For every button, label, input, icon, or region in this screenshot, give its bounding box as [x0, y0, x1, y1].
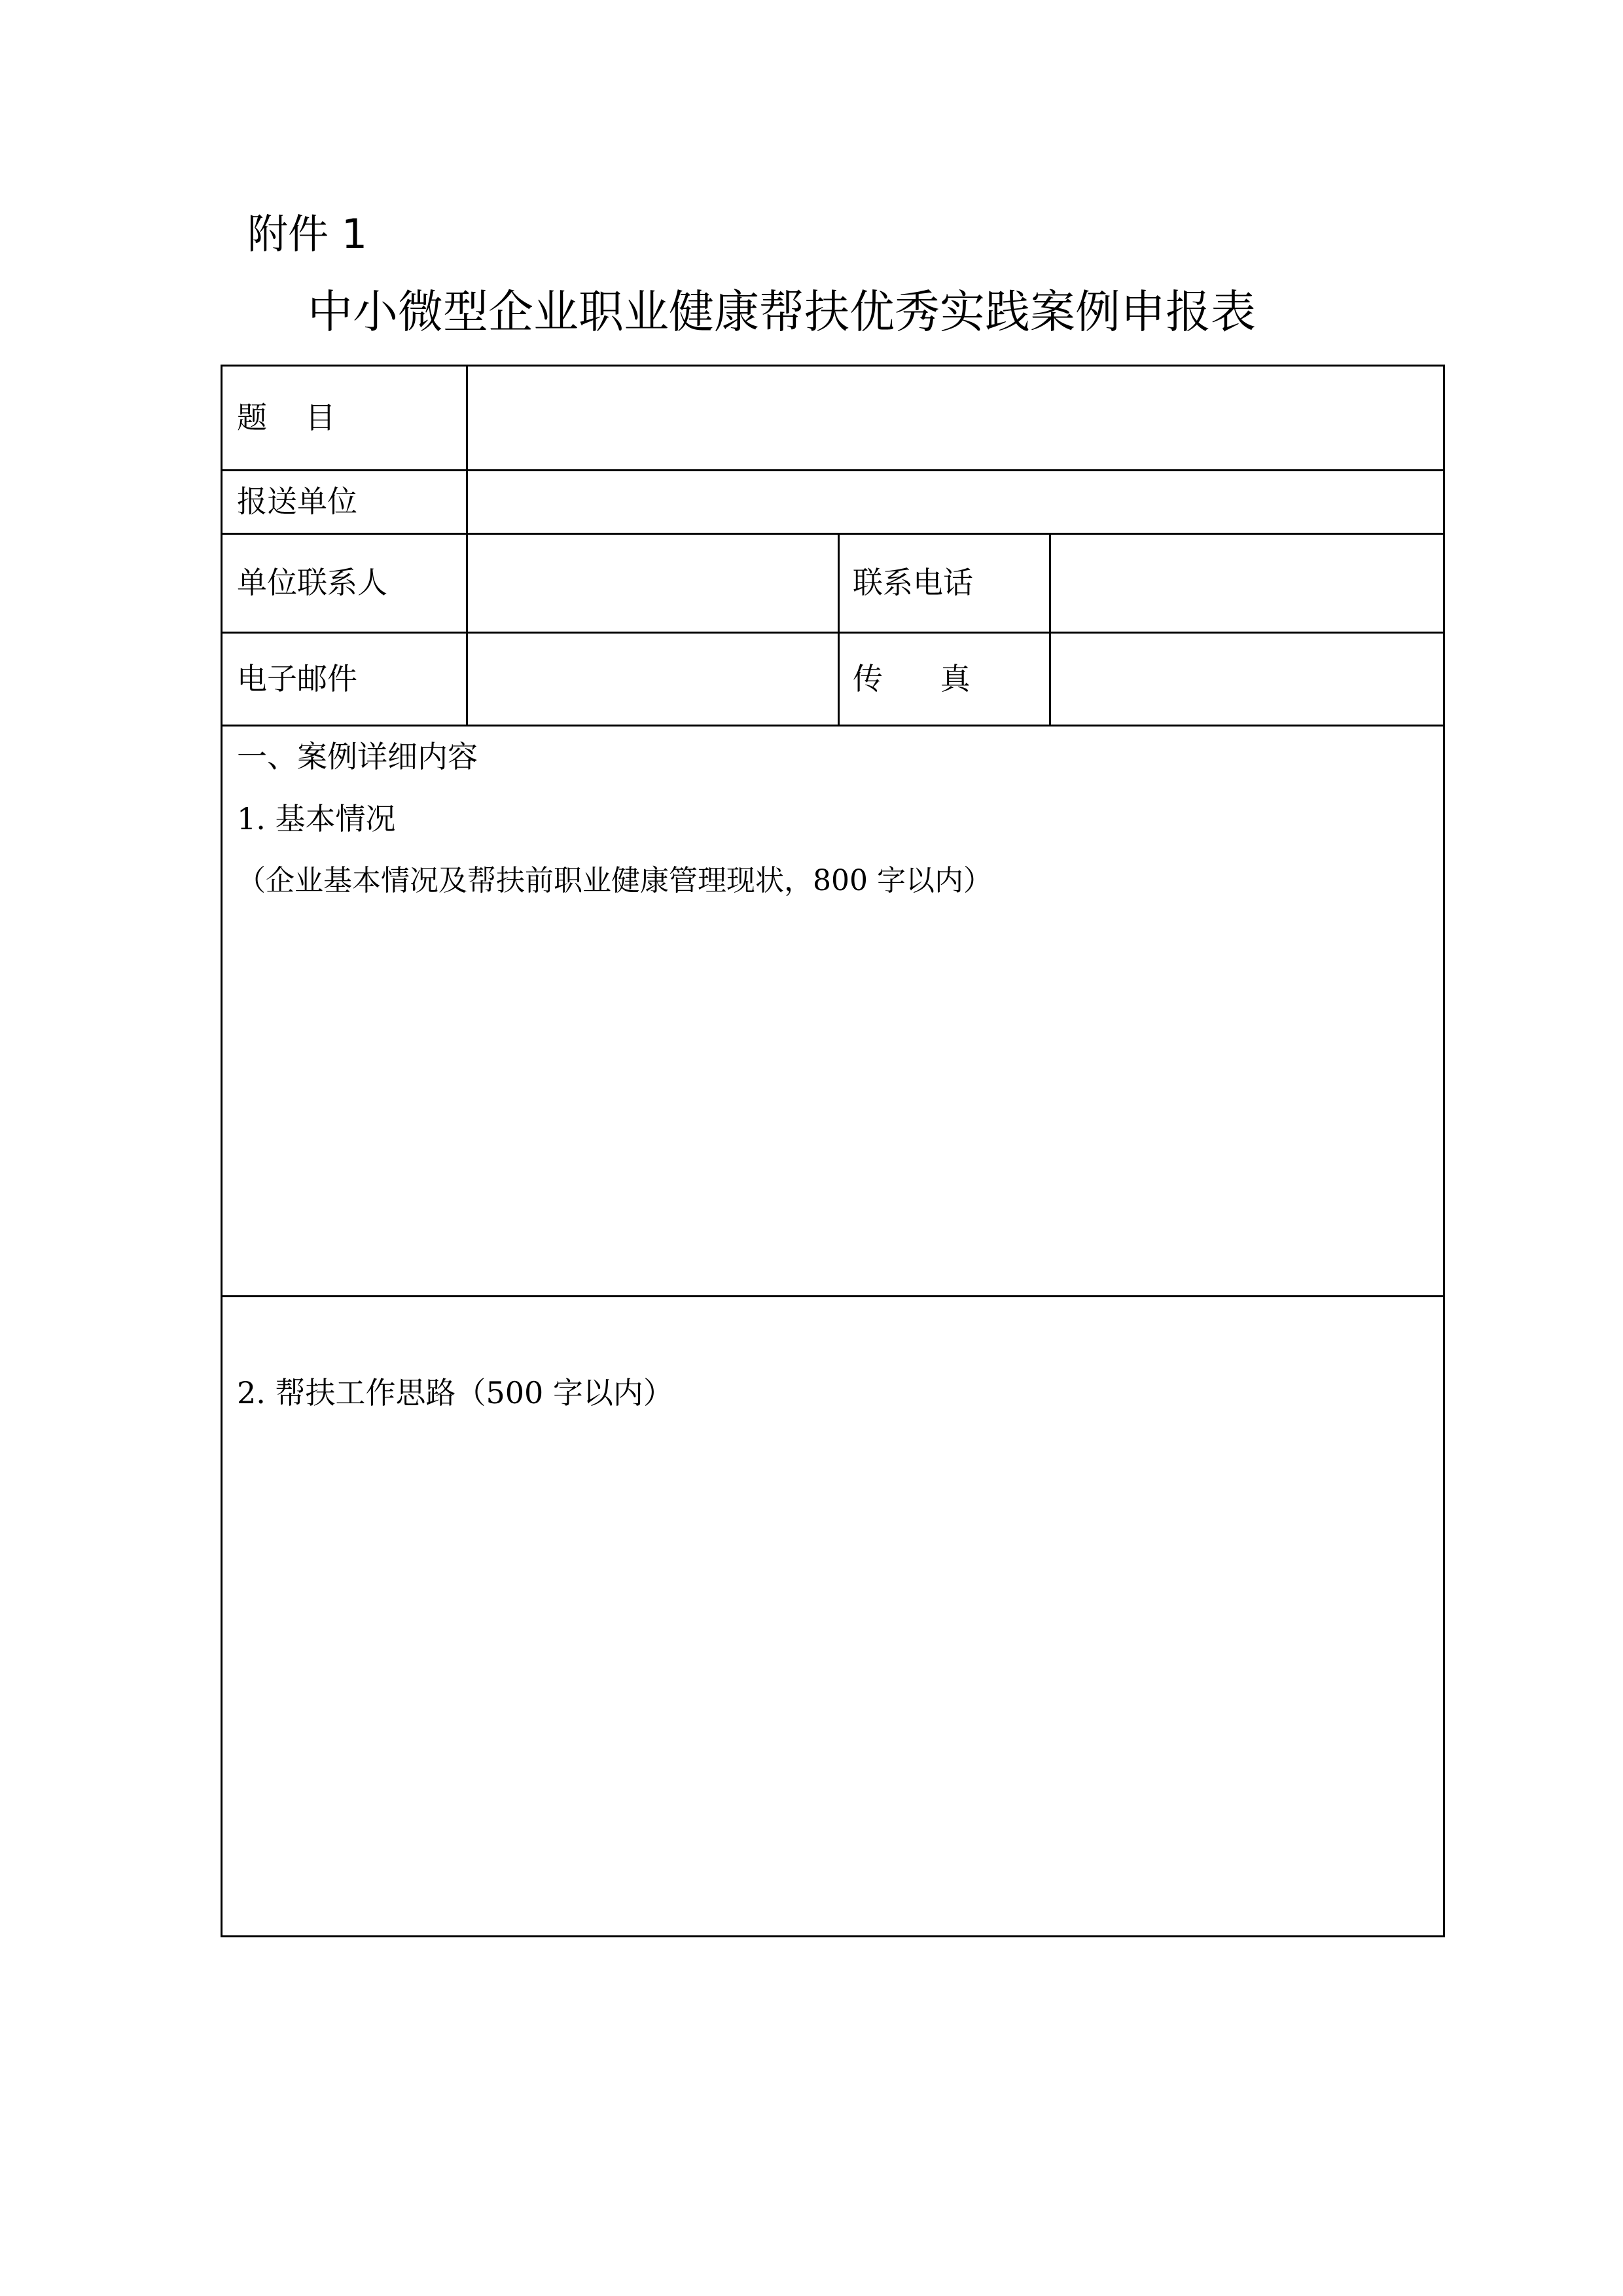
basic-info-note: （企业基本情况及帮扶前职业健康管理现状，800 字以内） [237, 864, 992, 897]
topic-field[interactable] [471, 370, 1440, 467]
attachment-label: 附件 1 [247, 210, 368, 258]
contact-person-label: 单位联系人 [237, 565, 387, 600]
basic-info-content-area[interactable] [229, 910, 1436, 1289]
row-divider-5 [223, 1295, 1443, 1297]
assistance-approach-content-area[interactable] [229, 1420, 1436, 1931]
right-label-column-divider [1049, 533, 1051, 725]
submitting-unit-field[interactable] [471, 473, 1440, 531]
fax-label: 传 真 [853, 661, 971, 696]
form-title: 中小微型企业职业健康帮扶优秀实践案例申报表 [308, 286, 1256, 338]
basic-info-heading: 1. 基本情况 [237, 801, 396, 836]
row-divider-3 [223, 632, 1443, 634]
submitting-unit-label: 报送单位 [237, 484, 357, 519]
case-details-heading: 一、案例详细内容 [237, 739, 478, 774]
label-column-divider [466, 367, 468, 725]
fax-field[interactable] [1054, 636, 1440, 723]
assistance-approach-heading: 2. 帮扶工作思路（500 字以内） [237, 1375, 673, 1410]
row-divider-4 [223, 725, 1443, 726]
application-form [221, 365, 1445, 1937]
row-divider-1 [223, 469, 1443, 471]
phone-label: 联系电话 [853, 565, 973, 600]
row-divider-2 [223, 533, 1443, 535]
email-field[interactable] [471, 636, 834, 723]
contact-person-field[interactable] [471, 537, 834, 630]
phone-field[interactable] [1054, 537, 1440, 630]
middle-column-divider [838, 533, 840, 725]
topic-label: 题 目 [237, 400, 336, 435]
email-label: 电子邮件 [237, 661, 357, 696]
